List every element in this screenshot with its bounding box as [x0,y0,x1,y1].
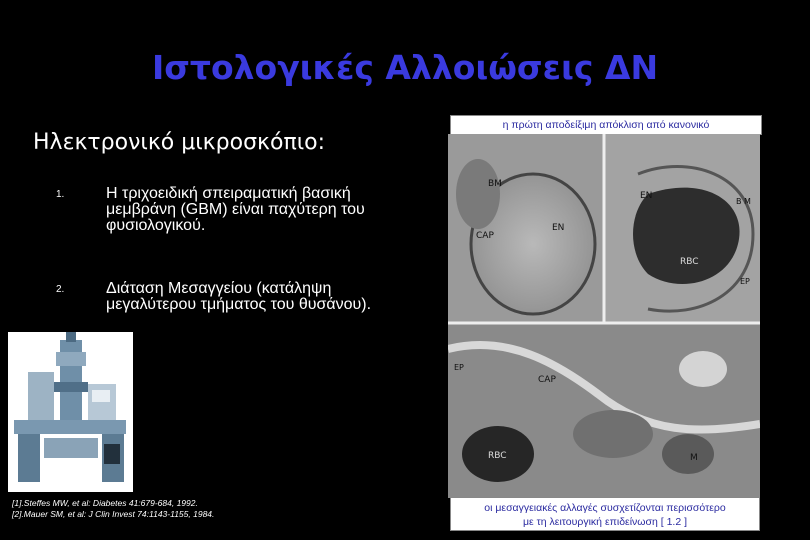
list-item-text: Διάταση Μεσαγγείου (κατάληψη μεγαλύτερου τμήματος του θυσάνου). [106,280,372,313]
caption-bottom-line-1: οι μεσαγγειακές αλλαγές συσχετίζονται περισσότερο [484,502,726,514]
list-item-number: 2. [56,284,65,295]
list-item-number: 1. [56,189,65,200]
label-rbc-bottom: RBC [488,451,507,461]
reference-2: [2].Mauer SM, et al: J Clin Invest 74:1143-1155, 1984. [12,509,215,519]
caption-top: η πρώτη αποδείξιμη απόκλιση από κανονικό [450,115,762,135]
list-item-text: Η τριχοειδική σπειραματική βασική μεμβράνη (GBM) είναι παχύτερη του φυσιολογικού. [106,185,365,234]
label-en-left: EN [552,223,565,233]
slide-title: Ιστολογικές Αλλοιώσεις ΔΝ [151,48,659,87]
caption-bottom [450,497,760,531]
label-bm-left: BM [488,179,502,189]
electron-micrograph [448,134,760,498]
slide-subtitle: Ηλεκτρονικό μικροσκόπιο: [33,130,326,155]
label-m: M [690,453,698,463]
label-ep-top: EP [740,277,750,286]
electron-microscope-image [8,332,133,492]
caption-bottom-line-2: με τη λειτουργική επιδείνωση [ 1.2 ] [522,516,688,528]
label-cap-bottom: CAP [538,375,556,385]
label-bm-right: B M [736,197,751,206]
label-cap-left: CAP [476,231,494,241]
references [12,498,214,520]
reference-1: [1].Steffes MW, et al: Diabetes 41:679-684, 1992. [12,498,198,508]
label-ep-bottom: EP [454,363,464,372]
label-en-right: EN [640,191,653,201]
label-rbc-top: RBC [680,257,699,267]
